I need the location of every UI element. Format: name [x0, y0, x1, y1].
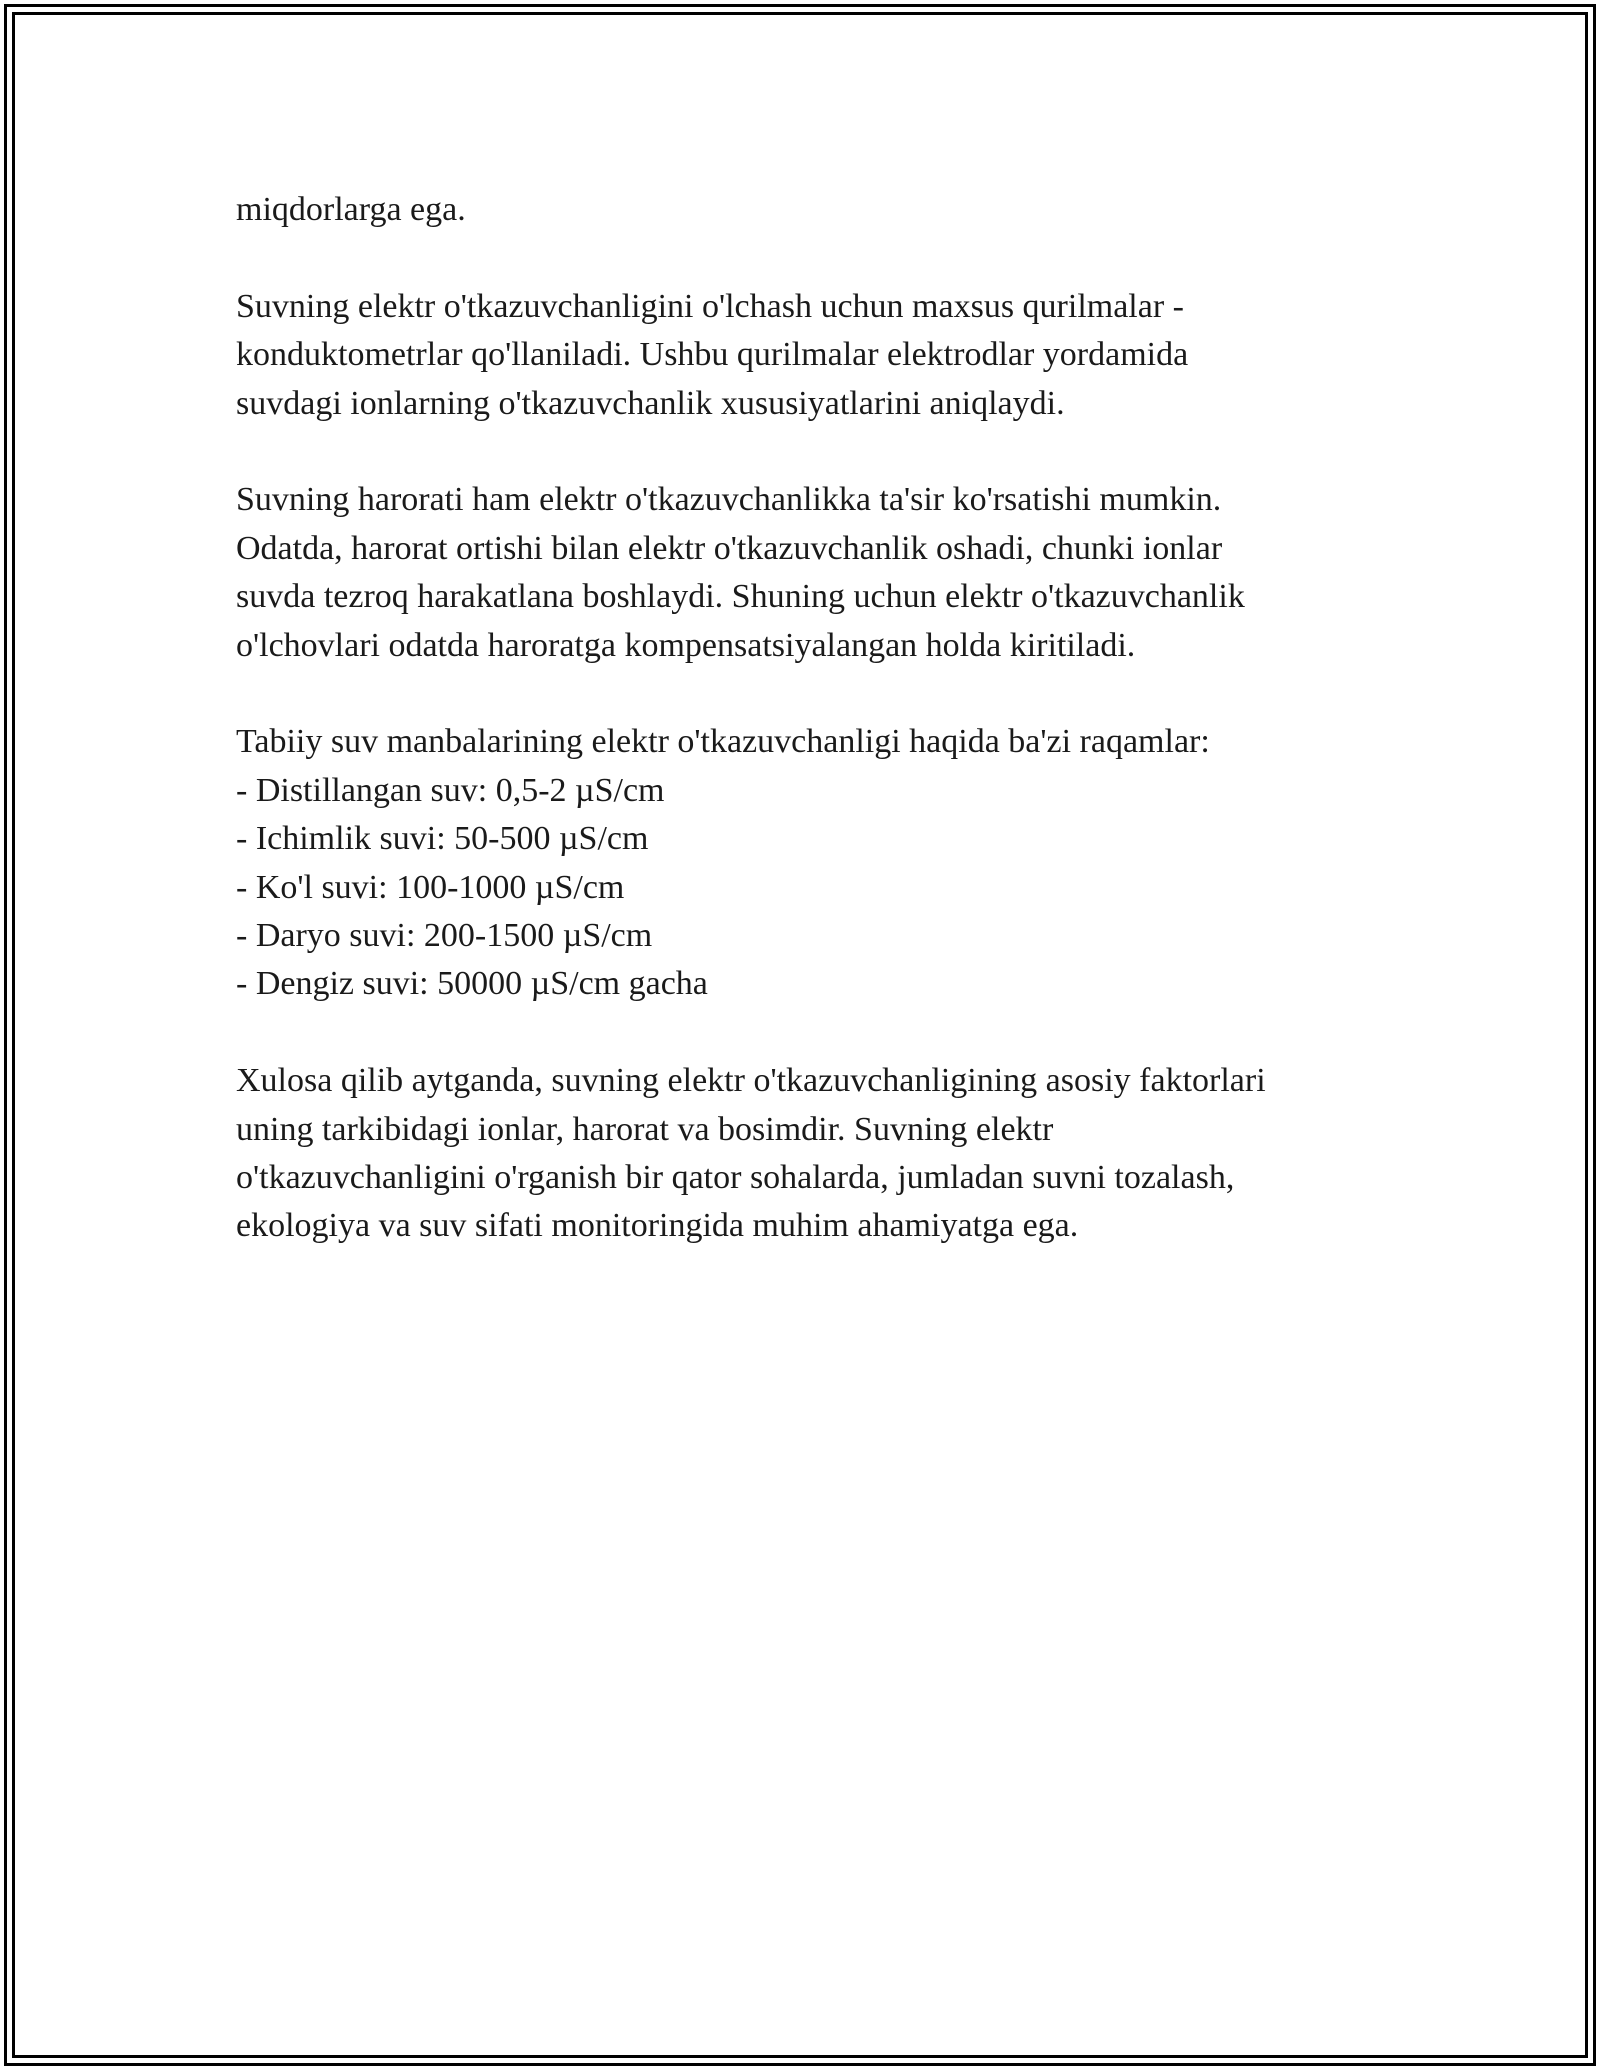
text-line: Suvning elektr o'tkazuvchanligini o'lchash uchun maxsus qurilmalar -: [236, 287, 1184, 325]
text-line: ekologiya va suv sifati monitoringida muhim ahamiyatga ega.: [236, 1207, 1079, 1245]
text-line: Odatda, harorat ortishi bilan elektr o'tkazuvchanlik oshadi, chunki ionlar: [236, 529, 1223, 567]
text-line: miqdorlarga ega.: [236, 191, 466, 228]
text-line: Xulosa qilib aytganda, suvning elektr o'tkazuvchanligining asosiy faktorlari: [236, 1062, 1266, 1100]
text-line: konduktometrlar qo'llaniladi. Ushbu qurilmalar elektrodlar yordamida: [236, 336, 1189, 374]
intro-fragment: [236, 186, 1416, 234]
document-body: [236, 186, 1416, 1299]
list-item: - Ko'l suvi: 100-1000 µS/cm: [236, 868, 625, 906]
list-item: - Ichimlik suvi: 50-500 µS/cm: [236, 820, 649, 858]
text-line: o'lchovlari odatda haroratga kompensatsiyalangan holda kiritiladi.: [236, 626, 1136, 664]
text-line: uning tarkibidagi ionlar, harorat va bosimdir. Suvning elektr: [236, 1110, 1054, 1148]
text-line: Suvning harorati ham elektr o'tkazuvchanlikka ta'sir ko'rsatishi mumkin.: [236, 481, 1222, 519]
list-item: - Distillangan suv: 0,5-2 µS/cm: [236, 771, 665, 809]
list-item: - Daryo suvi: 200-1500 µS/cm: [236, 917, 653, 955]
paragraph-measurement: [236, 283, 1416, 428]
list-item: - Dengiz suvi: 50000 µS/cm gacha: [236, 965, 708, 1003]
list-heading: Tabiiy suv manbalarining elektr o'tkazuvchanligi haqida ba'zi raqamlar:: [236, 723, 1210, 761]
text-line: o'tkazuvchanligini o'rganish bir qator sohalarda, jumladan suvni tozalash,: [236, 1159, 1235, 1197]
paragraph-temperature: [236, 476, 1416, 670]
paragraph-conclusion: [236, 1057, 1416, 1251]
text-line: suvdagi ionlarning o'tkazuvchanlik xususiyatlarini aniqlaydi.: [236, 384, 1065, 422]
text-line: suvda tezroq harakatlana boshlaydi. Shuning uchun elektr o'tkazuvchanlik: [236, 578, 1245, 616]
conductivity-list: [236, 718, 1416, 1008]
